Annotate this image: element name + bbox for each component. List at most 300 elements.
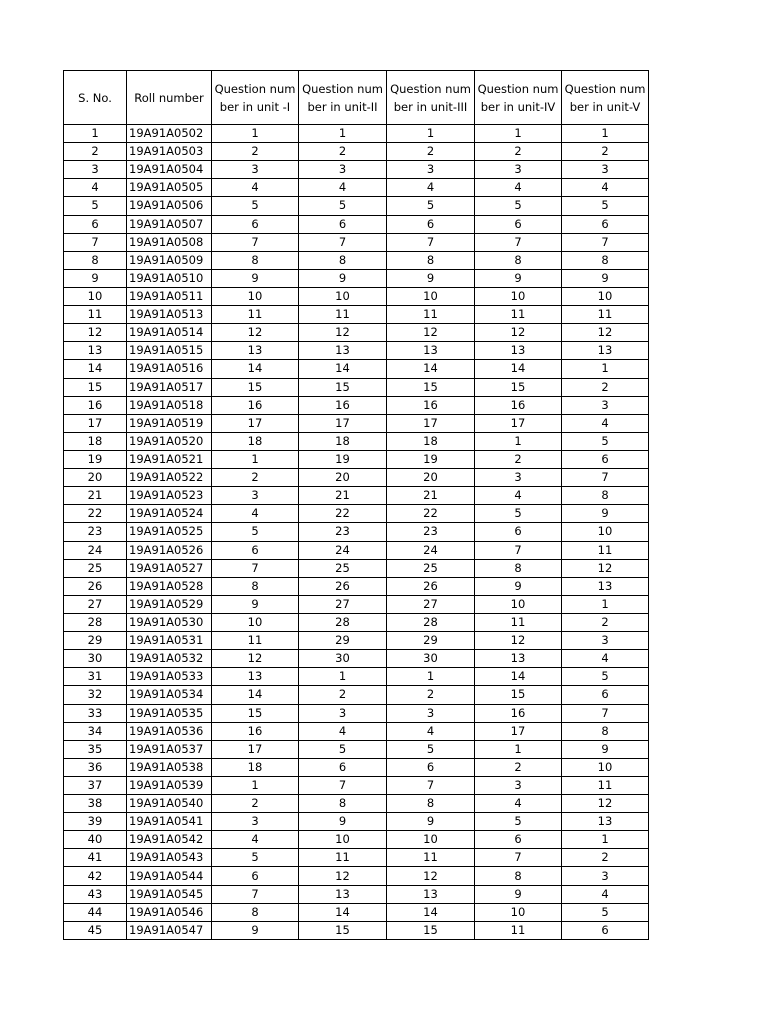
- cell-unit-4: 5: [475, 505, 562, 523]
- cell-roll-number: 19A91A0539: [127, 776, 212, 794]
- cell-unit-5: 2: [562, 613, 649, 631]
- cell-sno: 15: [64, 378, 127, 396]
- cell-unit-4: 2: [475, 450, 562, 468]
- cell-roll-number: 19A91A0503: [127, 143, 212, 161]
- cell-unit-2: 10: [299, 287, 387, 305]
- cell-unit-3: 8: [387, 795, 475, 813]
- cell-unit-3: 11: [387, 306, 475, 324]
- table-row: [64, 650, 649, 668]
- table-row: [64, 505, 649, 523]
- cell-roll-number: 19A91A0540: [127, 795, 212, 813]
- cell-unit-5: 10: [562, 758, 649, 776]
- cell-unit-4: 10: [475, 287, 562, 305]
- cell-unit-1: 4: [212, 179, 299, 197]
- cell-unit-1: 4: [212, 831, 299, 849]
- cell-unit-2: 3: [299, 704, 387, 722]
- cell-unit-1: 2: [212, 795, 299, 813]
- cell-sno: 39: [64, 813, 127, 831]
- cell-unit-5: 4: [562, 179, 649, 197]
- cell-sno: 19: [64, 450, 127, 468]
- table-row: [64, 306, 649, 324]
- cell-roll-number: 19A91A0514: [127, 324, 212, 342]
- cell-unit-4: 6: [475, 215, 562, 233]
- cell-unit-3: 20: [387, 469, 475, 487]
- cell-unit-2: 13: [299, 342, 387, 360]
- cell-unit-2: 9: [299, 269, 387, 287]
- cell-unit-1: 3: [212, 161, 299, 179]
- cell-unit-2: 15: [299, 921, 387, 939]
- cell-unit-3: 15: [387, 378, 475, 396]
- cell-unit-4: 17: [475, 722, 562, 740]
- cell-unit-5: 4: [562, 414, 649, 432]
- header-unit-3: [387, 71, 475, 125]
- cell-unit-1: 17: [212, 414, 299, 432]
- cell-roll-number: 19A91A0530: [127, 613, 212, 631]
- cell-unit-1: 8: [212, 903, 299, 921]
- cell-sno: 36: [64, 758, 127, 776]
- table-row: [64, 233, 649, 251]
- cell-unit-1: 6: [212, 215, 299, 233]
- cell-unit-5: 12: [562, 324, 649, 342]
- cell-sno: 31: [64, 668, 127, 686]
- cell-unit-5: 5: [562, 903, 649, 921]
- cell-unit-3: 10: [387, 287, 475, 305]
- cell-unit-3: 2: [387, 686, 475, 704]
- cell-unit-2: 1: [299, 668, 387, 686]
- table-row: [64, 360, 649, 378]
- cell-unit-5: 13: [562, 577, 649, 595]
- cell-unit-5: 3: [562, 396, 649, 414]
- cell-unit-4: 5: [475, 813, 562, 831]
- table-row: [64, 396, 649, 414]
- cell-unit-2: 14: [299, 903, 387, 921]
- cell-unit-3: 19: [387, 450, 475, 468]
- cell-unit-1: 14: [212, 686, 299, 704]
- cell-sno: 9: [64, 269, 127, 287]
- cell-unit-4: 9: [475, 269, 562, 287]
- cell-unit-3: 8: [387, 251, 475, 269]
- cell-roll-number: 19A91A0521: [127, 450, 212, 468]
- cell-unit-5: 9: [562, 505, 649, 523]
- cell-unit-4: 15: [475, 378, 562, 396]
- cell-unit-5: 5: [562, 432, 649, 450]
- cell-unit-5: 6: [562, 686, 649, 704]
- header-sno: S. No.: [64, 71, 127, 125]
- cell-unit-4: 1: [475, 125, 562, 143]
- cell-unit-2: 13: [299, 885, 387, 903]
- header-unit-1: [212, 71, 299, 125]
- cell-unit-2: 23: [299, 523, 387, 541]
- cell-unit-3: 1: [387, 668, 475, 686]
- table-row: [64, 921, 649, 939]
- cell-unit-5: 12: [562, 559, 649, 577]
- header-unit-4: [475, 71, 562, 125]
- table-row: [64, 251, 649, 269]
- cell-unit-2: 24: [299, 541, 387, 559]
- cell-unit-3: 16: [387, 396, 475, 414]
- table-row: [64, 541, 649, 559]
- cell-unit-4: 1: [475, 432, 562, 450]
- cell-sno: 26: [64, 577, 127, 595]
- cell-unit-2: 2: [299, 686, 387, 704]
- cell-sno: 37: [64, 776, 127, 794]
- cell-sno: 30: [64, 650, 127, 668]
- cell-sno: 16: [64, 396, 127, 414]
- cell-unit-4: 2: [475, 758, 562, 776]
- table-row: [64, 324, 649, 342]
- table-row: [64, 577, 649, 595]
- cell-unit-2: 22: [299, 505, 387, 523]
- cell-unit-5: 6: [562, 921, 649, 939]
- cell-unit-4: 10: [475, 595, 562, 613]
- cell-unit-1: 14: [212, 360, 299, 378]
- table-row: [64, 197, 649, 215]
- cell-unit-2: 16: [299, 396, 387, 414]
- table-row: [64, 595, 649, 613]
- cell-unit-3: 4: [387, 722, 475, 740]
- cell-unit-5: 7: [562, 233, 649, 251]
- cell-unit-4: 1: [475, 740, 562, 758]
- cell-unit-3: 12: [387, 867, 475, 885]
- cell-unit-2: 5: [299, 197, 387, 215]
- table-row: [64, 487, 649, 505]
- cell-unit-2: 7: [299, 776, 387, 794]
- header-unit-5-label: Question number in unit-V: [564, 81, 646, 114]
- cell-unit-5: 11: [562, 306, 649, 324]
- cell-unit-4: 8: [475, 251, 562, 269]
- cell-unit-5: 8: [562, 722, 649, 740]
- cell-unit-1: 7: [212, 233, 299, 251]
- cell-unit-2: 14: [299, 360, 387, 378]
- cell-unit-5: 6: [562, 450, 649, 468]
- cell-unit-4: 13: [475, 342, 562, 360]
- cell-sno: 33: [64, 704, 127, 722]
- cell-unit-3: 5: [387, 197, 475, 215]
- cell-unit-1: 5: [212, 849, 299, 867]
- cell-unit-4: 11: [475, 921, 562, 939]
- cell-unit-1: 7: [212, 559, 299, 577]
- cell-unit-2: 26: [299, 577, 387, 595]
- table-row: [64, 523, 649, 541]
- cell-unit-5: 1: [562, 360, 649, 378]
- cell-unit-4: 8: [475, 867, 562, 885]
- cell-unit-4: 12: [475, 632, 562, 650]
- cell-roll-number: 19A91A0522: [127, 469, 212, 487]
- cell-unit-2: 20: [299, 469, 387, 487]
- cell-unit-1: 5: [212, 197, 299, 215]
- cell-unit-1: 15: [212, 704, 299, 722]
- cell-sno: 5: [64, 197, 127, 215]
- table-row: [64, 414, 649, 432]
- cell-sno: 1: [64, 125, 127, 143]
- cell-roll-number: 19A91A0533: [127, 668, 212, 686]
- cell-unit-4: 16: [475, 396, 562, 414]
- cell-unit-4: 9: [475, 885, 562, 903]
- cell-unit-1: 18: [212, 758, 299, 776]
- cell-roll-number: 19A91A0532: [127, 650, 212, 668]
- cell-roll-number: 19A91A0535: [127, 704, 212, 722]
- cell-unit-3: 27: [387, 595, 475, 613]
- cell-unit-3: 14: [387, 360, 475, 378]
- cell-unit-3: 9: [387, 269, 475, 287]
- table-row: [64, 613, 649, 631]
- cell-unit-1: 16: [212, 722, 299, 740]
- cell-unit-1: 3: [212, 813, 299, 831]
- cell-unit-1: 16: [212, 396, 299, 414]
- cell-sno: 3: [64, 161, 127, 179]
- cell-unit-3: 30: [387, 650, 475, 668]
- cell-sno: 25: [64, 559, 127, 577]
- cell-unit-4: 5: [475, 197, 562, 215]
- cell-unit-1: 18: [212, 432, 299, 450]
- cell-sno: 18: [64, 432, 127, 450]
- cell-sno: 10: [64, 287, 127, 305]
- cell-unit-1: 11: [212, 632, 299, 650]
- table-row: [64, 378, 649, 396]
- table-row: [64, 831, 649, 849]
- header-unit-3-label: Question number in unit-III: [390, 81, 471, 114]
- cell-roll-number: 19A91A0505: [127, 179, 212, 197]
- cell-sno: 34: [64, 722, 127, 740]
- cell-roll-number: 19A91A0538: [127, 758, 212, 776]
- cell-unit-5: 1: [562, 125, 649, 143]
- cell-unit-5: 1: [562, 595, 649, 613]
- table-row: [64, 432, 649, 450]
- table-row: [64, 722, 649, 740]
- cell-unit-5: 3: [562, 867, 649, 885]
- cell-sno: 4: [64, 179, 127, 197]
- cell-unit-5: 7: [562, 704, 649, 722]
- cell-unit-4: 14: [475, 668, 562, 686]
- cell-unit-3: 7: [387, 233, 475, 251]
- cell-unit-5: 6: [562, 215, 649, 233]
- cell-roll-number: 19A91A0529: [127, 595, 212, 613]
- cell-unit-3: 3: [387, 704, 475, 722]
- cell-unit-3: 5: [387, 740, 475, 758]
- header-unit-5: [562, 71, 649, 125]
- cell-sno: 6: [64, 215, 127, 233]
- cell-roll-number: 19A91A0508: [127, 233, 212, 251]
- cell-unit-5: 4: [562, 650, 649, 668]
- cell-unit-4: 13: [475, 650, 562, 668]
- cell-unit-2: 8: [299, 795, 387, 813]
- cell-unit-1: 13: [212, 668, 299, 686]
- cell-unit-5: 12: [562, 795, 649, 813]
- cell-unit-1: 12: [212, 324, 299, 342]
- cell-unit-4: 14: [475, 360, 562, 378]
- cell-sno: 22: [64, 505, 127, 523]
- cell-roll-number: 19A91A0536: [127, 722, 212, 740]
- cell-unit-3: 9: [387, 813, 475, 831]
- cell-unit-4: 4: [475, 179, 562, 197]
- cell-unit-3: 13: [387, 885, 475, 903]
- cell-unit-1: 8: [212, 577, 299, 595]
- cell-roll-number: 19A91A0502: [127, 125, 212, 143]
- cell-unit-2: 21: [299, 487, 387, 505]
- cell-unit-5: 11: [562, 776, 649, 794]
- table-row: [64, 668, 649, 686]
- cell-unit-3: 4: [387, 179, 475, 197]
- table-row: [64, 740, 649, 758]
- cell-roll-number: 19A91A0516: [127, 360, 212, 378]
- cell-unit-4: 6: [475, 831, 562, 849]
- header-row: [64, 71, 649, 125]
- cell-unit-3: 1: [387, 125, 475, 143]
- cell-roll-number: 19A91A0518: [127, 396, 212, 414]
- cell-sno: 13: [64, 342, 127, 360]
- cell-sno: 14: [64, 360, 127, 378]
- cell-roll-number: 19A91A0542: [127, 831, 212, 849]
- cell-unit-2: 5: [299, 740, 387, 758]
- cell-unit-2: 7: [299, 233, 387, 251]
- cell-unit-1: 3: [212, 487, 299, 505]
- cell-roll-number: 19A91A0515: [127, 342, 212, 360]
- cell-unit-3: 23: [387, 523, 475, 541]
- cell-sno: 28: [64, 613, 127, 631]
- table-row: [64, 903, 649, 921]
- cell-sno: 38: [64, 795, 127, 813]
- cell-unit-3: 10: [387, 831, 475, 849]
- table-row: [64, 813, 649, 831]
- cell-unit-1: 10: [212, 287, 299, 305]
- cell-unit-2: 4: [299, 722, 387, 740]
- cell-unit-4: 16: [475, 704, 562, 722]
- cell-unit-5: 11: [562, 541, 649, 559]
- cell-unit-5: 8: [562, 487, 649, 505]
- cell-sno: 21: [64, 487, 127, 505]
- cell-unit-5: 3: [562, 161, 649, 179]
- cell-unit-3: 29: [387, 632, 475, 650]
- cell-unit-1: 9: [212, 269, 299, 287]
- table-row: [64, 125, 649, 143]
- cell-unit-2: 6: [299, 758, 387, 776]
- cell-unit-1: 8: [212, 251, 299, 269]
- cell-unit-2: 29: [299, 632, 387, 650]
- cell-unit-5: 2: [562, 378, 649, 396]
- cell-unit-5: 9: [562, 269, 649, 287]
- cell-unit-2: 3: [299, 161, 387, 179]
- cell-unit-2: 2: [299, 143, 387, 161]
- cell-unit-1: 1: [212, 125, 299, 143]
- cell-unit-1: 15: [212, 378, 299, 396]
- cell-unit-2: 1: [299, 125, 387, 143]
- cell-unit-1: 13: [212, 342, 299, 360]
- cell-sno: 24: [64, 541, 127, 559]
- cell-unit-5: 8: [562, 251, 649, 269]
- cell-unit-1: 6: [212, 867, 299, 885]
- cell-unit-4: 4: [475, 795, 562, 813]
- cell-unit-4: 7: [475, 849, 562, 867]
- cell-sno: 35: [64, 740, 127, 758]
- cell-roll-number: 19A91A0534: [127, 686, 212, 704]
- table-body: [64, 125, 649, 940]
- table-row: [64, 704, 649, 722]
- cell-unit-1: 6: [212, 541, 299, 559]
- cell-roll-number: 19A91A0506: [127, 197, 212, 215]
- cell-unit-5: 1: [562, 831, 649, 849]
- table-row: [64, 342, 649, 360]
- cell-unit-1: 1: [212, 450, 299, 468]
- cell-unit-2: 12: [299, 324, 387, 342]
- table-row: [64, 867, 649, 885]
- cell-roll-number: 19A91A0527: [127, 559, 212, 577]
- cell-sno: 8: [64, 251, 127, 269]
- cell-roll-number: 19A91A0511: [127, 287, 212, 305]
- cell-unit-5: 7: [562, 469, 649, 487]
- table-row: [64, 776, 649, 794]
- cell-unit-5: 13: [562, 813, 649, 831]
- cell-unit-4: 15: [475, 686, 562, 704]
- cell-roll-number: 19A91A0546: [127, 903, 212, 921]
- cell-unit-3: 6: [387, 758, 475, 776]
- cell-unit-3: 18: [387, 432, 475, 450]
- header-unit-4-label: Question number in unit-IV: [477, 81, 559, 114]
- cell-unit-2: 25: [299, 559, 387, 577]
- cell-unit-3: 15: [387, 921, 475, 939]
- cell-sno: 20: [64, 469, 127, 487]
- cell-unit-2: 4: [299, 179, 387, 197]
- cell-roll-number: 19A91A0526: [127, 541, 212, 559]
- cell-unit-5: 3: [562, 632, 649, 650]
- cell-sno: 7: [64, 233, 127, 251]
- cell-sno: 17: [64, 414, 127, 432]
- cell-roll-number: 19A91A0528: [127, 577, 212, 595]
- table-row: [64, 686, 649, 704]
- table-row: [64, 143, 649, 161]
- cell-unit-2: 19: [299, 450, 387, 468]
- cell-roll-number: 19A91A0517: [127, 378, 212, 396]
- cell-unit-3: 26: [387, 577, 475, 595]
- header-unit-2: [299, 71, 387, 125]
- cell-unit-3: 7: [387, 776, 475, 794]
- cell-unit-4: 9: [475, 577, 562, 595]
- cell-unit-2: 15: [299, 378, 387, 396]
- cell-unit-4: 17: [475, 414, 562, 432]
- cell-sno: 43: [64, 885, 127, 903]
- cell-unit-3: 22: [387, 505, 475, 523]
- table-row: [64, 450, 649, 468]
- cell-unit-2: 28: [299, 613, 387, 631]
- cell-roll-number: 19A91A0524: [127, 505, 212, 523]
- cell-roll-number: 19A91A0520: [127, 432, 212, 450]
- table-row: [64, 161, 649, 179]
- cell-unit-1: 17: [212, 740, 299, 758]
- table-row: [64, 758, 649, 776]
- cell-roll-number: 19A91A0541: [127, 813, 212, 831]
- cell-sno: 29: [64, 632, 127, 650]
- cell-unit-1: 2: [212, 143, 299, 161]
- cell-unit-3: 21: [387, 487, 475, 505]
- cell-unit-2: 11: [299, 306, 387, 324]
- cell-roll-number: 19A91A0545: [127, 885, 212, 903]
- cell-unit-2: 27: [299, 595, 387, 613]
- cell-unit-5: 2: [562, 143, 649, 161]
- cell-unit-1: 1: [212, 776, 299, 794]
- table-row: [64, 215, 649, 233]
- cell-unit-1: 2: [212, 469, 299, 487]
- header-unit-1-label: Question number in unit -I: [214, 81, 296, 114]
- table-row: [64, 632, 649, 650]
- table-row: [64, 849, 649, 867]
- cell-unit-2: 17: [299, 414, 387, 432]
- cell-unit-4: 12: [475, 324, 562, 342]
- cell-unit-2: 30: [299, 650, 387, 668]
- cell-unit-4: 3: [475, 469, 562, 487]
- cell-unit-4: 8: [475, 559, 562, 577]
- cell-unit-3: 3: [387, 161, 475, 179]
- cell-sno: 23: [64, 523, 127, 541]
- cell-unit-3: 6: [387, 215, 475, 233]
